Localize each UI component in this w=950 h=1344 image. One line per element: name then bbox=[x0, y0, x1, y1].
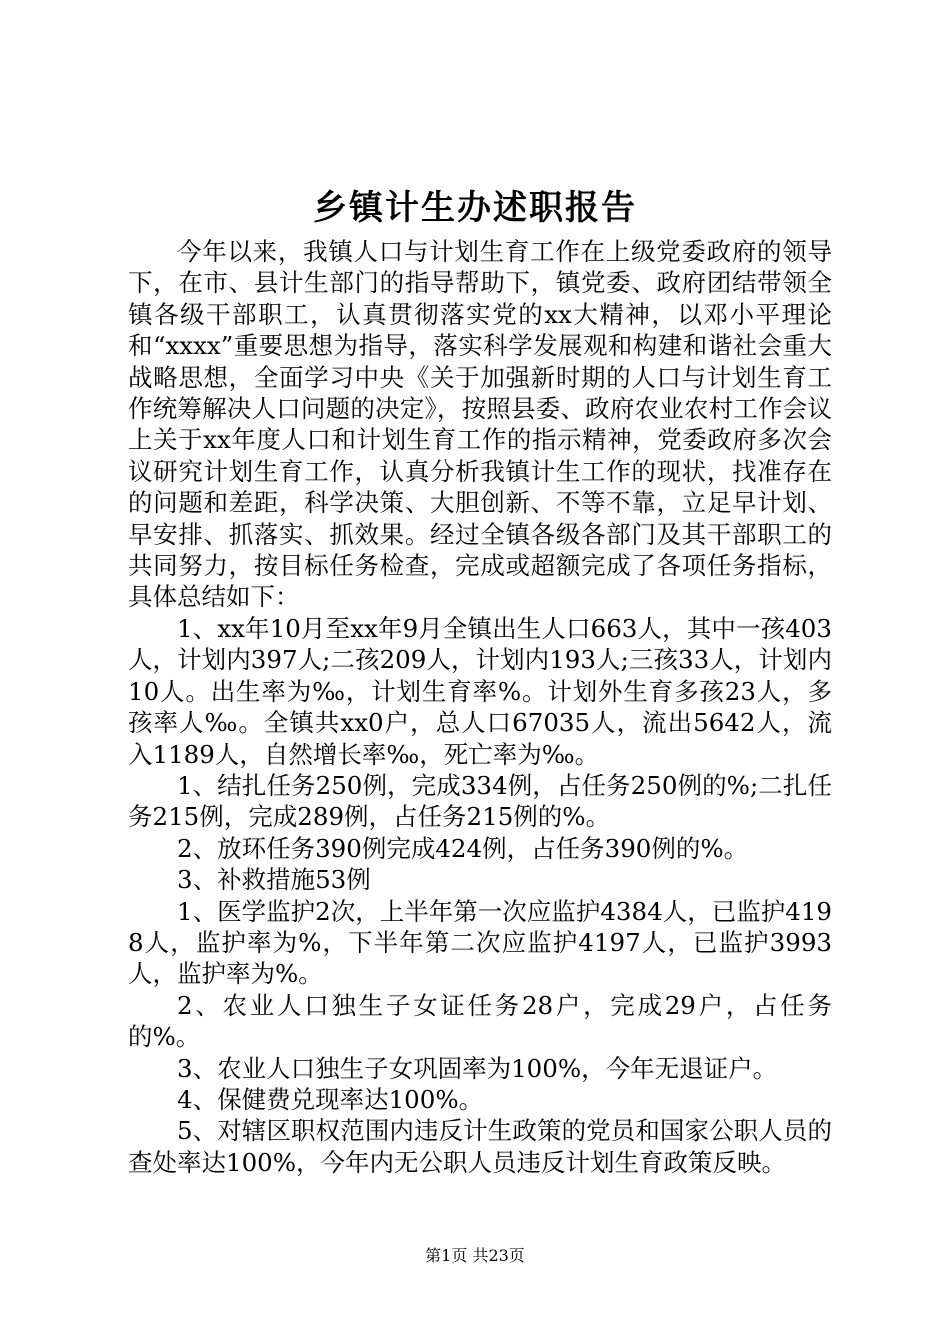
paragraph-birth-stats: 1、xx年10月至xx年9月全镇出生人口663人，其中一孩403人，计划内397人;二孩209人，计划内193人;三孩33人，计划内10人。出生率为‰，计划生育率%。计划外生育多孩23人，多孩率人‰。全镇共xx0户，总人口67035人，流出5642人，流入1189人，自然增长率‰，死亡率为‰。 bbox=[128, 613, 832, 769]
paragraph-ligation: 1、结扎任务250例，完成334例，占任务250例的%;二扎任务215例，完成289例，占任务215例的%。 bbox=[128, 770, 832, 832]
page-footer: 第1页 共23页 bbox=[425, 1246, 525, 1265]
document-body bbox=[128, 236, 832, 1178]
paragraph-iud: 2、放环任务390例完成424例，占任务390例的%。 bbox=[177, 833, 749, 863]
paragraph-investigation: 5、对辖区职权范围内违反计生政策的党员和国家公职人员的查处率达100%，今年内无公职人员违反计划生育政策反映。 bbox=[128, 1116, 832, 1177]
paragraph-monitoring: 1、医学监护2次，上半年第一次应监护4384人，已监护4198人，监护率为%，下半年第二次应监护4197人，已监护3993人，监护率为%。 bbox=[128, 896, 832, 989]
document-title: 乡镇计生办述职报告 bbox=[313, 188, 637, 228]
paragraph-intro: 今年以来，我镇人口与计划生育工作在上级党委政府的领导下，在市、县计生部门的指导帮助下，镇党委、政府团结带领全镇各级干部职工，认真贯彻落实党的xx大精神，以邓小平理论和“xxxx”重要思想为指导，落实科学发展观和构建和谐社会重大战略思想，全面学习中央《关于加强新时期的人口与计划生育工作统筹解决人口问题的决定》，按照县委、政府农业农村工作会议上关于xx年度人口和计划生育工作的指示精神，党委政府多次会议研究计划生育工作，认真分析我镇计生工作的现状，找准存在的问题和差距，科学决策、大胆创新、不等不靠，立足早计划、早安排、抓落实、抓效果。经过全镇各级各部门及其干部职工的共同努力，按目标任务检查，完成或超额完成了各项任务指标，具体总结如下： bbox=[128, 237, 832, 612]
paragraph-only-child-cert: 2、农业人口独生子女证任务28户，完成29户，占任务的%。 bbox=[128, 990, 832, 1052]
paragraph-only-child-rate: 3、农业人口独生子女巩固率为100%，今年无退证户。 bbox=[177, 1053, 778, 1083]
paragraph-remedial: 3、补救措施53例 bbox=[177, 865, 371, 895]
paragraph-health-fee: 4、保健费兑现率达100%。 bbox=[177, 1084, 484, 1114]
